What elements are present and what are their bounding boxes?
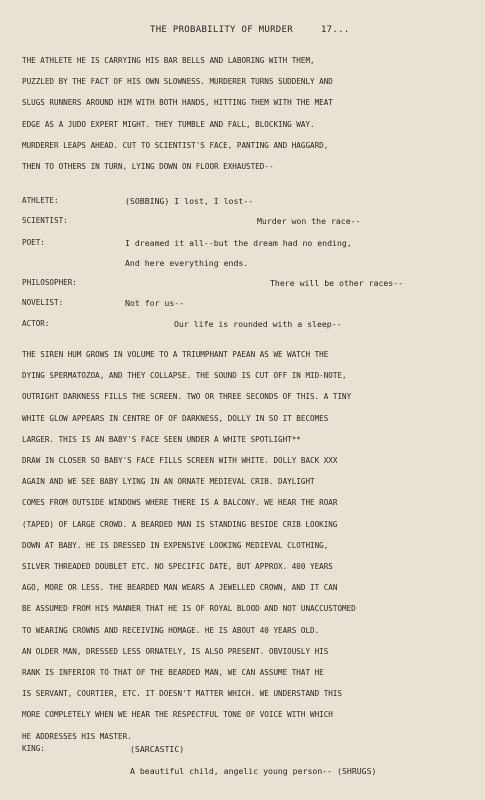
dialogue-novelist bbox=[22, 298, 472, 312]
text-line: DYING SPERMATOZOA, AND THEY COLLAPSE. THE SOUND IS CUT OFF IN MID-NOTE, bbox=[22, 371, 347, 381]
text-line: MURDERER LEAPS AHEAD. CUT TO SCIENTIST'S FACE, PANTING AND HAGGARD, bbox=[22, 140, 329, 150]
dialogue-philosopher bbox=[22, 278, 472, 292]
dialogue-scientist bbox=[22, 216, 472, 230]
text-line: THEN TO OTHERS IN TURN, LYING DOWN ON FLOOR EXHAUSTED-- bbox=[22, 162, 274, 172]
speaker-name: KING: bbox=[22, 744, 45, 753]
page-number: 17... bbox=[320, 25, 350, 35]
text-line: COMES FROM OUTSIDE WINDOWS WHERE THERE IS A BALCONY. WE HEAR THE ROAR bbox=[22, 498, 338, 508]
text-line: DRAW IN CLOSER SO BABY'S FACE FILLS SCREEN WITH WHITE. DOLLY BACK XXX bbox=[22, 456, 338, 466]
text-line: (TAPED) OF LARGE CROWD. A BEARDED MAN IS STANDING BESIDE CRIB LOOKING bbox=[22, 519, 338, 529]
text-line: AGAIN AND WE SEE BABY LYING IN AN ORNATE MEDIEVAL CRIB. DAYLIGHT bbox=[22, 477, 315, 487]
dialogue-king bbox=[22, 744, 472, 758]
action-paragraph-1 bbox=[22, 50, 472, 177]
page-header bbox=[150, 25, 350, 35]
text-line: THE SIREN HUM GROWS IN VOLUME TO A TRIUMPHANT PAEAN AS WE WATCH THE bbox=[22, 350, 329, 359]
text-line: SLUGS RUNNERS AROUND HIM WITH BOTH HANDS, HITTING THEM WITH THE MEAT bbox=[22, 98, 333, 108]
text-line: BE ASSUMED FROM HIS MANNER THAT HE IS OF ROYAL BLOOD AND NOT UNACCUSTOMED bbox=[22, 604, 356, 614]
text-line: AN OLDER MAN, DRESSED LESS ORNATELY, IS ALSO PRESENT. OBVIOUSLY HIS bbox=[22, 646, 329, 656]
dialogue-line: Not for us-- bbox=[125, 298, 185, 308]
text-line: AGO, MORE OR LESS. THE BEARDED MAN WEARS A JEWELLED CROWN, AND IT CAN bbox=[22, 583, 338, 593]
dialogue-line: A beautiful child, angelic young person-- (SHRUGS) bbox=[130, 766, 377, 776]
text-line: IS SERVANT, COURTIER, ETC. IT DOESN'T MATTER WHICH. WE UNDERSTAND THIS bbox=[22, 689, 343, 699]
text-line: WHITE GLOW APPEARS IN CENTRE OF OF DARKNESS, DOLLY IN SO IT BECOMES bbox=[22, 413, 329, 423]
speaker-name: ATHLETE: bbox=[22, 196, 59, 205]
text-line: LARGER. THIS IS AN BABY'S FACE SEEN UNDER A WHITE SPOTLIGHT** bbox=[22, 434, 301, 444]
speaker-name: PHILOSOPHER: bbox=[22, 278, 77, 287]
text-line: PUZZLED BY THE FACT OF HIS OWN SLOWNESS. MURDERER TURNS SUDDENLY AND bbox=[22, 77, 333, 87]
parenthetical: (SARCASTIC) bbox=[130, 744, 185, 754]
dialogue-poet-continued bbox=[22, 258, 472, 272]
text-line: THE ATHLETE HE IS CARRYING HIS BAR BELLS AND LABORING WITH THEM, bbox=[22, 56, 315, 65]
text-line: DOWN AT BABY. HE IS DRESSED IN EXPENSIVE LOOKING MEDIEVAL CLOTHING, bbox=[22, 540, 329, 550]
dialogue-line: (SOBBING) I lost, I lost-- bbox=[125, 196, 254, 206]
dialogue-king-line bbox=[22, 766, 472, 780]
dialogue-line: I dreamed it all--but the dream had no ending, bbox=[125, 238, 352, 248]
text-line: SILVER THREADED DOUBLET ETC. NO SPECIFIC DATE, BUT APPROX. 400 YEARS bbox=[22, 562, 333, 572]
text-line: HE ADDRESSES HIS MASTER. bbox=[22, 731, 132, 741]
text-line: RANK IS INFERIOR TO THAT OF THE BEARDED MAN, WE CAN ASSUME THAT HE bbox=[22, 668, 324, 678]
dialogue-line: Murder won the race-- bbox=[257, 216, 361, 226]
text-line: TO WEARING CROWNS AND RECEIVING HOMAGE. HE IS ABOUT 40 YEARS OLD. bbox=[22, 625, 320, 635]
text-line: EDGE AS A JUDO EXPERT MIGHT. THEY TUMBLE AND FALL, BLOCKING WAY. bbox=[22, 119, 315, 129]
script-title: THE PROBABILITY OF MURDER bbox=[150, 25, 293, 35]
speaker-name: ACTOR: bbox=[22, 319, 50, 328]
dialogue-line: And here everything ends. bbox=[125, 258, 249, 268]
speaker-name: NOVELIST: bbox=[22, 298, 64, 307]
dialogue-athlete bbox=[22, 196, 472, 210]
action-paragraph-2 bbox=[22, 344, 472, 747]
text-line: MORE COMPLETELY WHEN WE HEAR THE RESPECTFUL TONE OF VOICE WITH WHICH bbox=[22, 710, 333, 720]
speaker-name: SCIENTIST: bbox=[22, 216, 68, 225]
speaker-name: POET: bbox=[22, 238, 45, 247]
dialogue-line: There will be other races-- bbox=[270, 278, 404, 288]
text-line: OUTRIGHT DARKNESS FILLS THE SCREEN. TWO OR THREE SECONDS OF THIS. A TINY bbox=[22, 392, 352, 402]
dialogue-line: Our life is rounded with a sleep-- bbox=[174, 319, 342, 329]
dialogue-poet bbox=[22, 238, 472, 252]
dialogue-actor bbox=[22, 319, 472, 333]
